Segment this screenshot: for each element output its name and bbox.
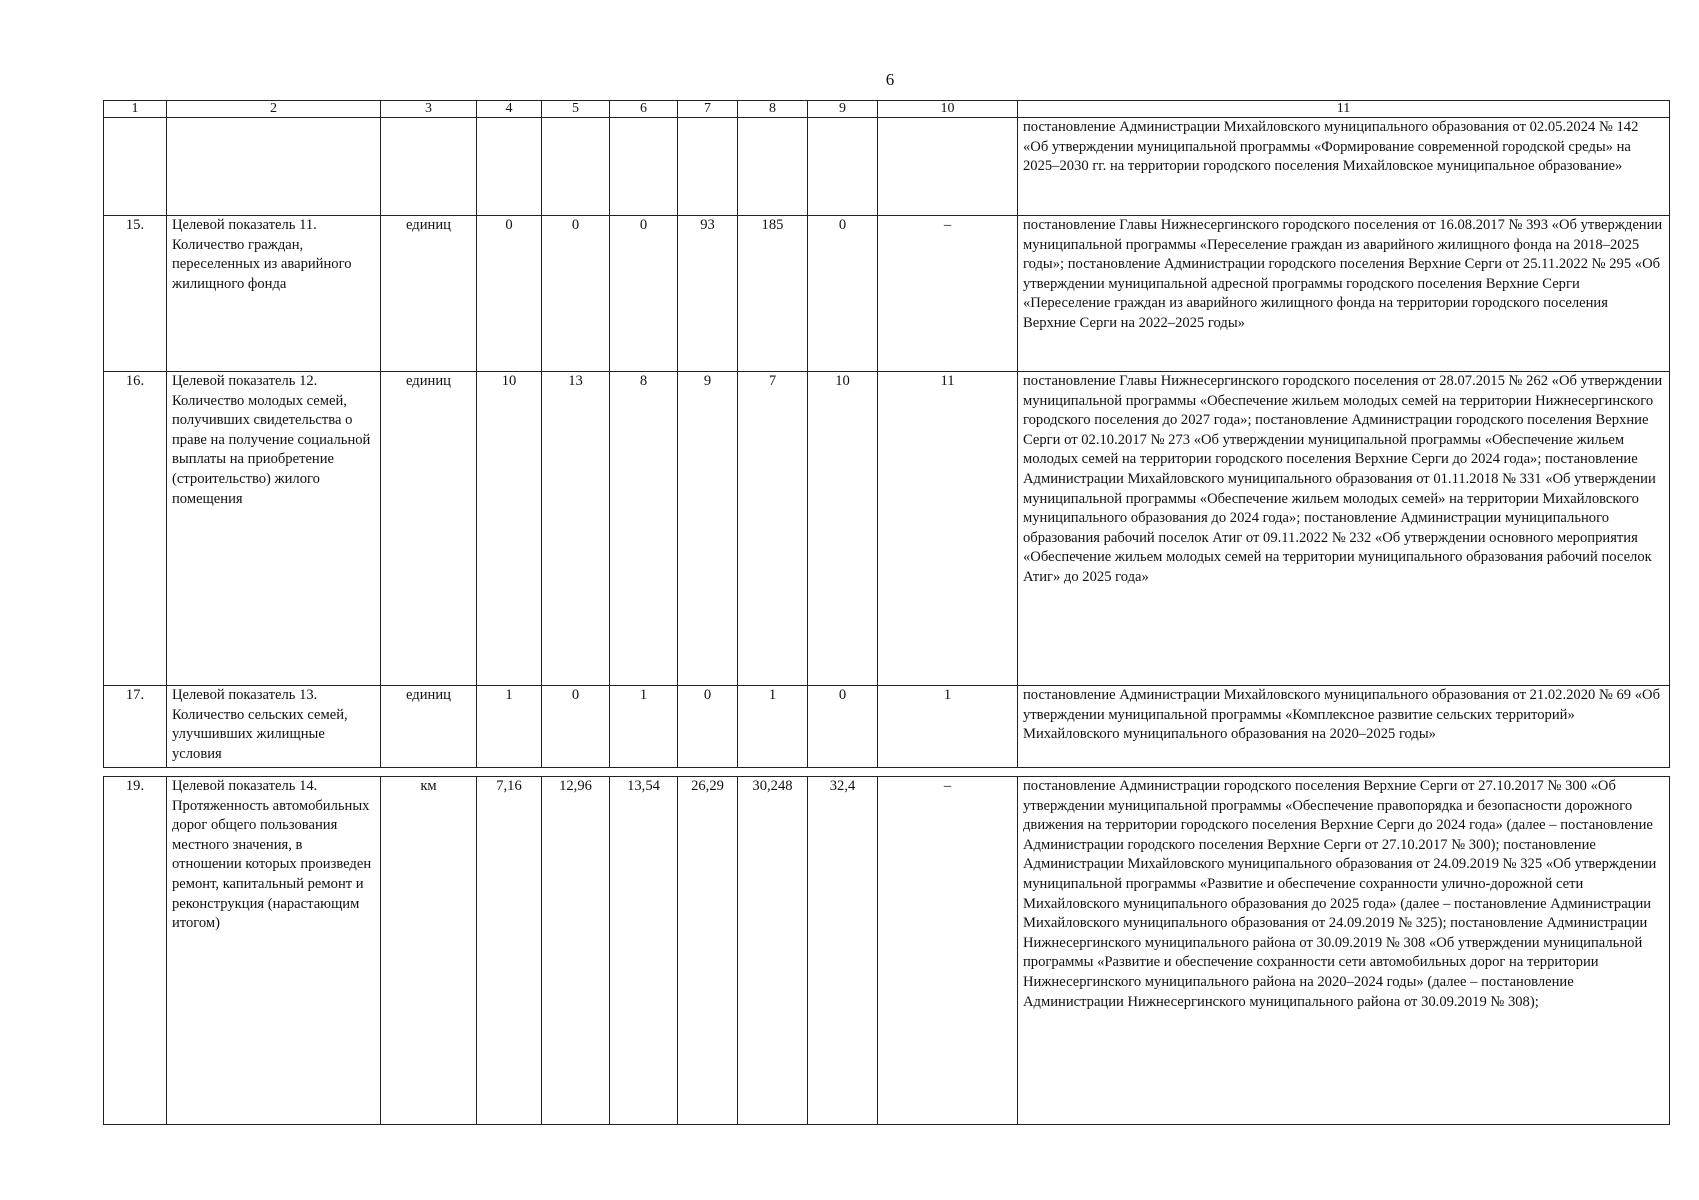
row-gap	[104, 768, 1670, 777]
value-cell: 12,96	[542, 777, 610, 1125]
value-cell: 10	[477, 372, 542, 686]
unit-cell: км	[381, 777, 477, 1125]
value-cell: 13,54	[610, 777, 678, 1125]
page-number: 6	[885, 70, 895, 89]
value-cell: 1	[610, 686, 678, 768]
column-header: 10	[878, 101, 1018, 118]
value-cell	[808, 118, 878, 216]
value-cell: 9	[678, 372, 738, 686]
value-cell: 32,4	[808, 777, 878, 1125]
header-row	[104, 101, 1670, 118]
value-cell	[477, 118, 542, 216]
value-cell: 1	[878, 686, 1018, 768]
value-cell: 8	[610, 372, 678, 686]
value-cell: 11	[878, 372, 1018, 686]
legal-documents: постановление Администрации городского поселения Верхние Серги от 27.10.2017 № 300 «Об утверждении муниципальной программы «Обеспечение правопорядка и безопасности дорожного движения на территории городского поселения Верхние Серги до 2024 года» (далее – постановление Администрации городского поселения Верхние Серги от 27.10.2017 № 300); постановление Администрации Михайловского муниципального образования от 24.09.2019 № 325 «Об утверждении муниципальной программы «Развитие и обеспечение сохранности улично-дорожной сети Михайловского муниципального образования до 2025 года» (далее – постановление Администрации Михайловского муниципального образования от 24.09.2019 № 325); постановление Администрации Нижнесергинского муниципального района от 30.09.2019 № 308 «Об утверждении муниципальной программы «Развитие и обеспечение сохранности сети автомобильных дорог на территории Нижнесергинского муниципального района на 2020–2024 годы» (далее – постановление Администрации Нижнесергинского муниципального района от 30.09.2019 № 308);	[1018, 777, 1670, 1125]
column-header: 7	[678, 101, 738, 118]
value-cell: –	[878, 216, 1018, 372]
value-cell: –	[878, 777, 1018, 1125]
value-cell: 30,248	[738, 777, 808, 1125]
value-cell	[878, 118, 1018, 216]
value-cell	[542, 118, 610, 216]
value-cell	[610, 118, 678, 216]
value-cell: 10	[808, 372, 878, 686]
value-cell: 0	[542, 216, 610, 372]
column-header: 8	[738, 101, 808, 118]
column-header: 9	[808, 101, 878, 118]
unit-cell	[381, 118, 477, 216]
column-header: 2	[167, 101, 381, 118]
column-header: 5	[542, 101, 610, 118]
column-header: 4	[477, 101, 542, 118]
table-row	[104, 118, 1670, 216]
indicator-name: Целевой показатель 13. Количество сельских семей, улучшивших жилищные условия	[167, 686, 381, 768]
row-number	[104, 118, 167, 216]
value-cell: 7,16	[477, 777, 542, 1125]
row-number: 19.	[104, 777, 167, 1125]
column-header: 6	[610, 101, 678, 118]
value-cell	[678, 118, 738, 216]
row-number: 17.	[104, 686, 167, 768]
value-cell: 13	[542, 372, 610, 686]
row-number: 15.	[104, 216, 167, 372]
table-row	[104, 777, 1670, 1125]
legal-documents: постановление Администрации Михайловского муниципального образования от 02.05.2024 № 142 «Об утверждении муниципальной программы «Формирование современной городской среды» на 2025–2030 гг. на территории городского поселения Михайловское муниципальное образование»	[1018, 118, 1670, 216]
table-row	[104, 686, 1670, 768]
legal-documents: постановление Администрации Михайловского муниципального образования от 21.02.2020 № 69 «Об утверждении муниципальной программы «Комплексное развитие сельских территорий» Михайловского муниципального образования на 2020–2025 годы»	[1018, 686, 1670, 768]
unit-cell: единиц	[381, 216, 477, 372]
value-cell: 0	[808, 686, 878, 768]
value-cell: 26,29	[678, 777, 738, 1125]
indicator-name	[167, 118, 381, 216]
value-cell: 1	[738, 686, 808, 768]
column-header: 3	[381, 101, 477, 118]
value-cell: 0	[542, 686, 610, 768]
value-cell	[738, 118, 808, 216]
value-cell: 0	[678, 686, 738, 768]
unit-cell: единиц	[381, 372, 477, 686]
gap-cell	[104, 768, 1670, 777]
indicator-name: Целевой показатель 12. Количество молодых семей, получивших свидетельства о праве на получение социальной выплаты на приобретение (строительство) жилого помещения	[167, 372, 381, 686]
table-row	[104, 216, 1670, 372]
value-cell: 0	[477, 216, 542, 372]
value-cell: 93	[678, 216, 738, 372]
indicator-name: Целевой показатель 14. Протяженность автомобильных дорог общего пользования местного значения, в отношении которых произведен ремонт, капитальный ремонт и реконструкция (нарастающим итогом)	[167, 777, 381, 1125]
indicators-table	[103, 100, 1670, 1125]
value-cell: 1	[477, 686, 542, 768]
value-cell: 0	[610, 216, 678, 372]
table-row	[104, 372, 1670, 686]
column-header: 1	[104, 101, 167, 118]
value-cell: 185	[738, 216, 808, 372]
unit-cell: единиц	[381, 686, 477, 768]
legal-documents: постановление Главы Нижнесергинского городского поселения от 16.08.2017 № 393 «Об утверждении муниципальной программы «Переселение граждан из аварийного жилищного фонда на 2018–2025 годы»; постановление Администрации городского поселения Верхние Серги от 25.11.2022 № 295 «Об утверждении муниципальной адресной программы городского поселения Верхние Серги «Переселение граждан из аварийного жилищного фонда на территории городского поселения Верхние Серги на 2022–2025 годы»	[1018, 216, 1670, 372]
value-cell: 0	[808, 216, 878, 372]
indicator-name: Целевой показатель 11. Количество граждан, переселенных из аварийного жилищного фонда	[167, 216, 381, 372]
column-header: 11	[1018, 101, 1670, 118]
value-cell: 7	[738, 372, 808, 686]
legal-documents: постановление Главы Нижнесергинского городского поселения от 28.07.2015 № 262 «Об утверждении муниципальной программы «Обеспечение жильем молодых семей на территории Нижнесергинского городского поселения до 2027 года»; постановление Администрации городского поселения Верхние Серги от 02.10.2017 № 273 «Об утверждении муниципальной программы «Обеспечение жильем молодых семей на территории городского поселения Верхние Серги до 2024 года»; постановление Администрации Михайловского муниципального образования от 01.11.2018 № 331 «Об утверждении муниципальной программы «Обеспечение жильем молодых семей» на территории Михайловского муниципального образования до 2024 года»; постановление Администрации муниципального образования рабочий поселок Атиг от 09.11.2022 № 232 «Об утверждении основного мероприятия «Обеспечение жильем молодых семей на территории муниципального образования рабочий поселок Атиг» до 2025 года»	[1018, 372, 1670, 686]
row-number: 16.	[104, 372, 167, 686]
